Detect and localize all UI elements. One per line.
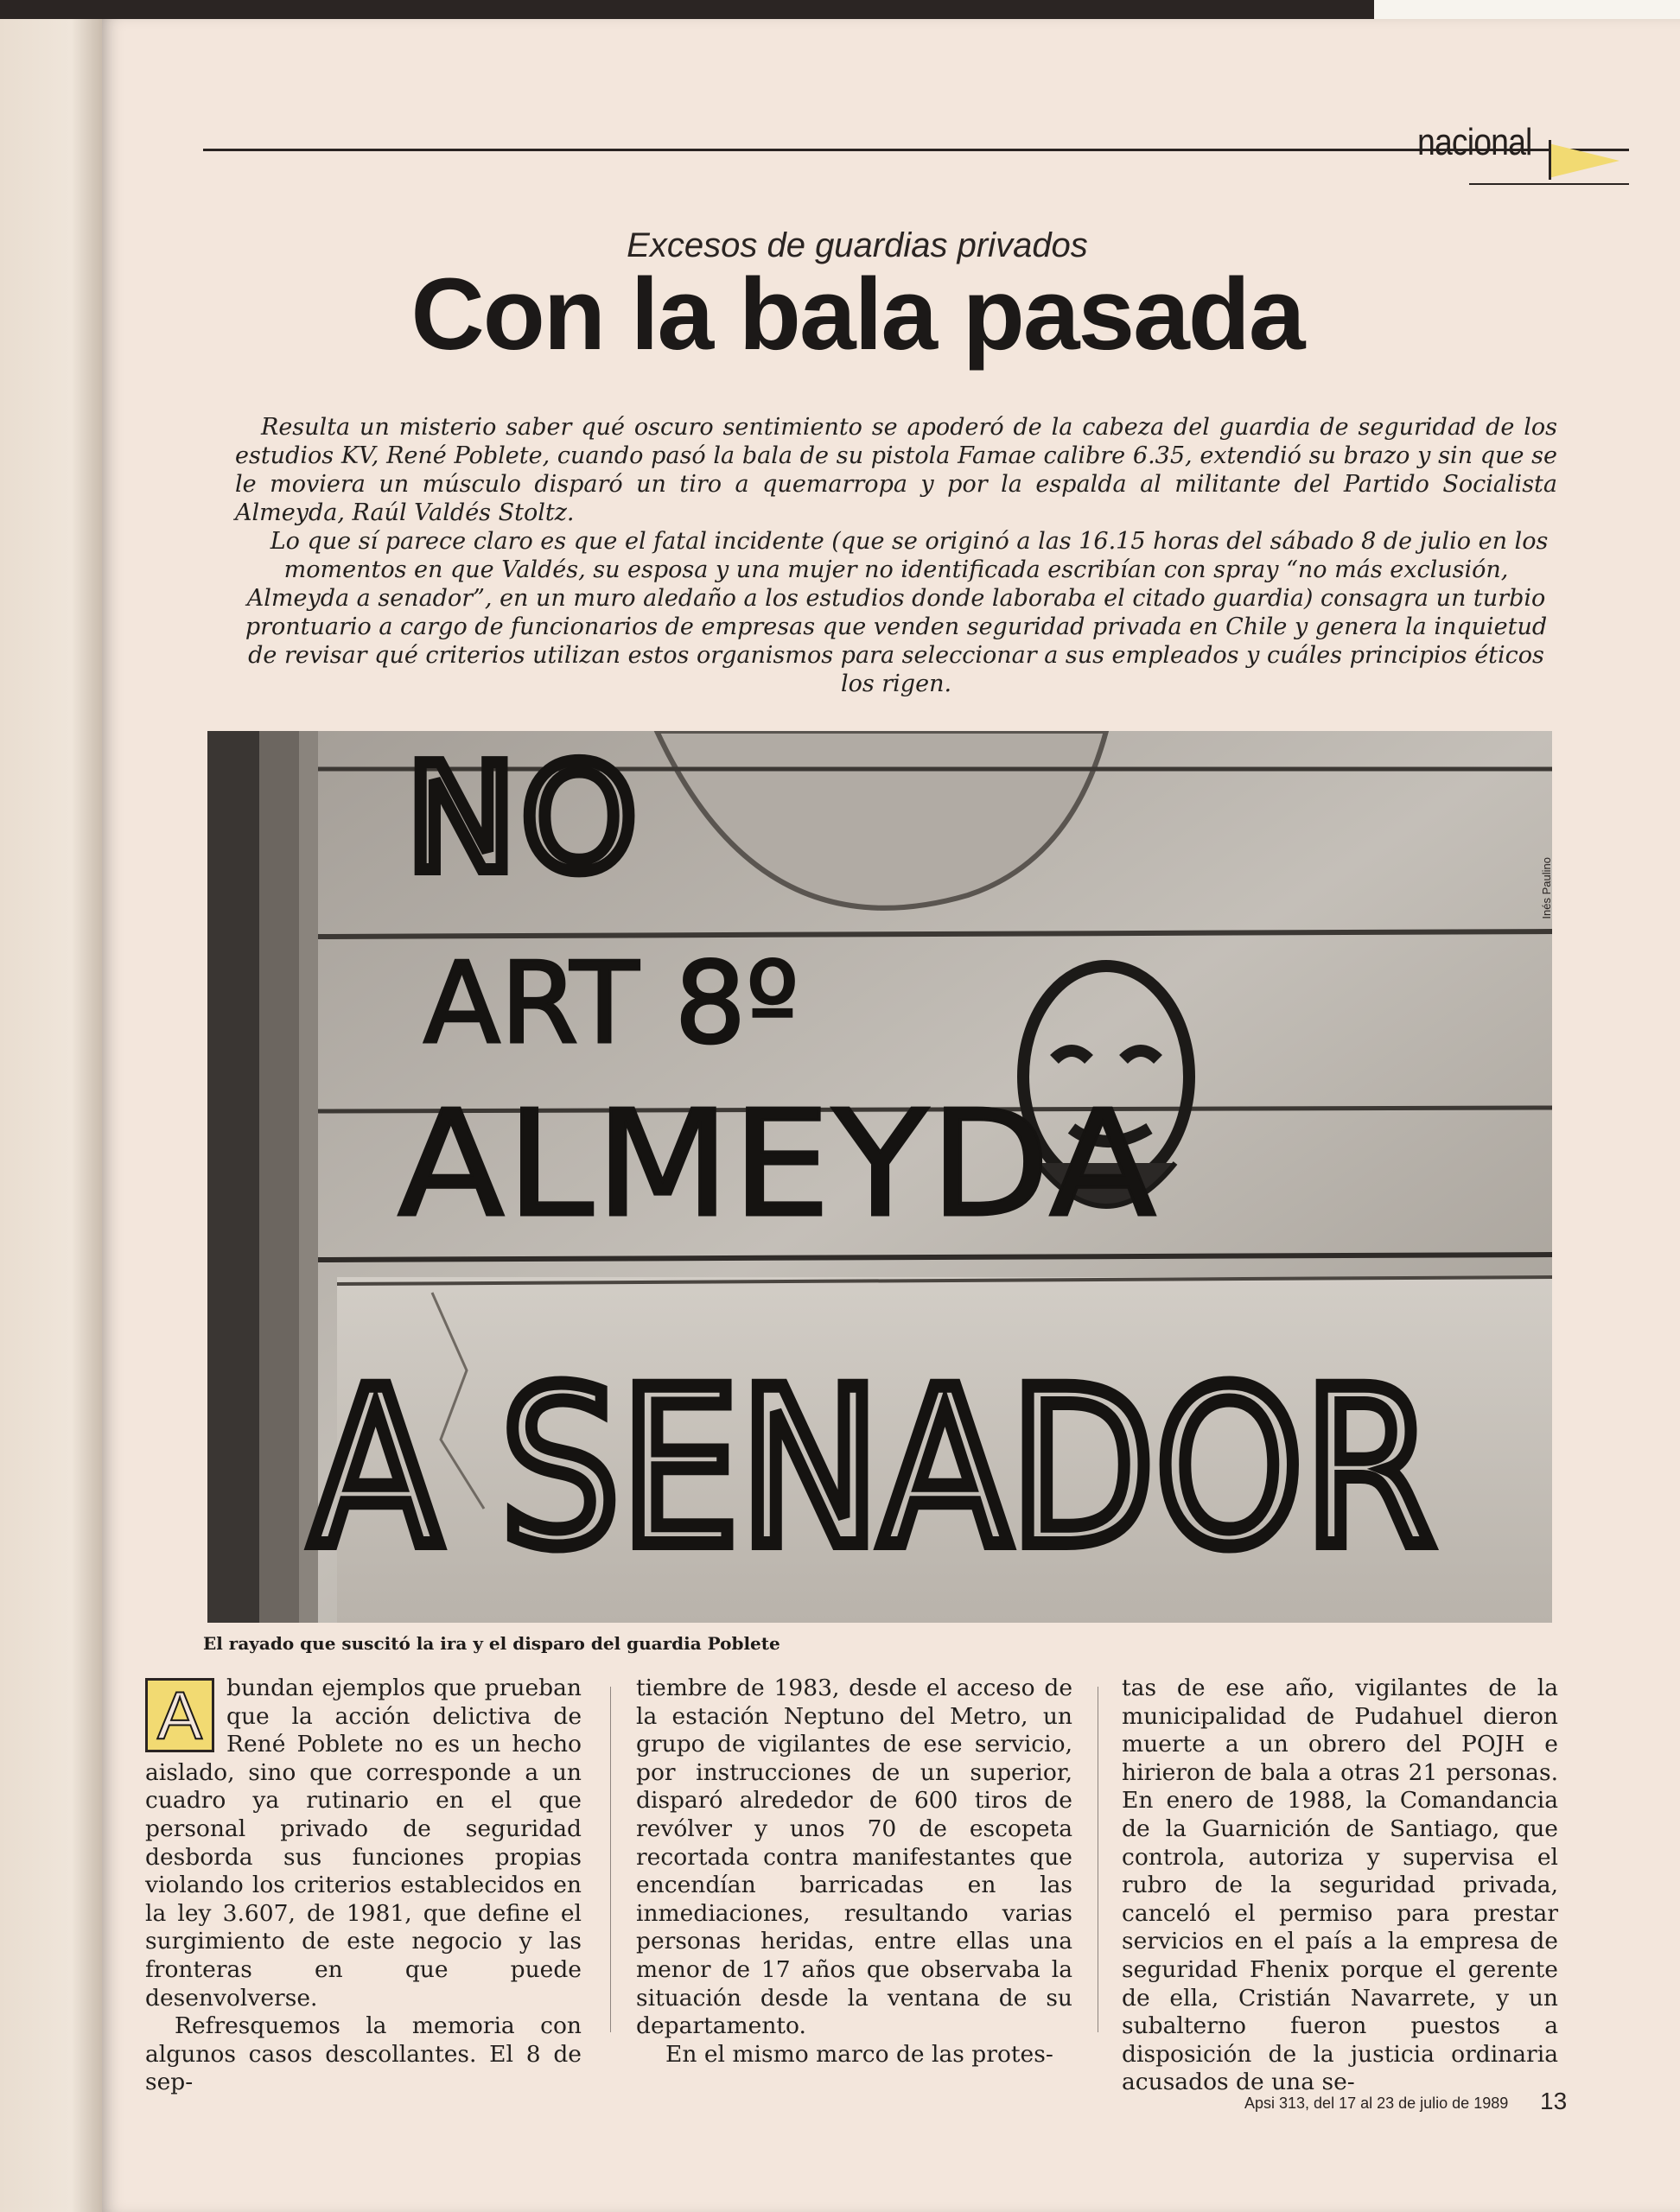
column-1-paragraph-1: bundan ejemplos que prueban que la acción delictiva de René Poblete no es un hecho aislado, sino que corresponde a un cuadro ya rutinario en el que personal privado de seguridad desborda sus funciones propias violando los criterios establecidos en la ley 3.607, de 1981, que define el surgimiento de este negocio y las fronteras en que puede desenvolverse. xyxy=(145,1675,582,2012)
column-1-paragraph-2: Refresquemos la memoria con algunos casos descollantes. El 8 de sep- xyxy=(145,2012,582,2096)
photo-caption: El rayado que suscitó la ira y el disparo del guardia Poblete xyxy=(203,1633,780,1654)
body-column-3 xyxy=(1122,1675,1558,2097)
photo-credit: Inés Paulino xyxy=(1540,857,1553,919)
column-2-paragraph-2: En el mismo marco de las protes- xyxy=(665,2040,1053,2068)
graffiti-art: ART 8º xyxy=(423,938,799,1069)
column-divider xyxy=(610,1687,611,2032)
graffiti-almeyda: ALMEYDA xyxy=(398,1079,1158,1250)
page-number: 13 xyxy=(1540,2088,1568,2114)
lead-paragraph-2: Lo que sí parece claro es que el fatal incidente (que se originó a las 16.15 horas del sábado 8 de julio en los momentos en que Valdés, su esposa y una mujer no identificada escribían con spray “no más exclusión, Almeyda a senador”, en un muro aledaño a los estudios donde laboraba el citado guardia) consagra un turbio prontuario a cargo de funcionarios de empresas que venden seguridad privada en Chile y genera la inquietud de revisar qué criterios utilizan estos organismos para seleccionar a sus empleados y cuáles principios éticos los rigen. xyxy=(245,528,1549,697)
lead-paragraph-1: Resulta un misterio saber qué oscuro sentimiento se apoderó de la cabeza del guardia de seguridad de los estudios KV, René Poblete, cuando pasó la bala de su pistola Famae calibre 6.35, extendió su brazo y sin que se le moviera un músculo disparó un tiro a quemarropa y por la espalda al militante del Partido Socialista Almeyda, Raúl Valdés Stoltz. xyxy=(235,414,1557,526)
article-photo xyxy=(207,731,1552,1623)
column-3-paragraph-1: tas de ese año, vigilantes de la municipalidad de Pudahuel dieron muerte a un obrero del POJH e hirieron de bala a otras 21 personas. En enero de 1988, la Comandancia de la Guarnición de Santiago, que controla, autoriza y supervisa el rubro de la seguridad privada, canceló el permiso para prestar servicios en el país a la empresa de seguridad Fhenix porque el gerente de ella, Cristián Navarrete, y un subalterno fueron puestos a disposición de la justicia ordinaria acusados de una se- xyxy=(1122,1675,1558,2096)
drop-cap: A xyxy=(145,1678,214,1752)
body-column-1 xyxy=(145,1675,582,2097)
scan-top-strip xyxy=(0,0,1374,19)
section-tag: nacional xyxy=(1417,121,1532,163)
header-rule-secondary xyxy=(1469,183,1629,185)
article-title: Con la bala pasada xyxy=(410,257,1304,372)
issue-footer: Apsi 313, del 17 al 23 de julio de 1989 xyxy=(1244,2094,1509,2112)
header-rule xyxy=(203,149,1629,151)
article-lead xyxy=(235,413,1557,698)
graffiti-a-senador: A SENADOR xyxy=(311,1343,1435,1594)
graffiti-no: NO xyxy=(406,734,642,905)
article-kicker: Excesos de guardias privados xyxy=(627,226,1088,264)
column-2-paragraph-1: tiembre de 1983, desde el acceso de la estación Neptuno del Metro, un grupo de vigilantes de ese servicio, por instrucciones de un superior, disparó alrededor de 600 tiros de revólver y unos 70 de escopeta recortada contra manifestantes que encendían barricadas en las inmediaciones, resultando varias personas heridas, entre ellas una menor de 17 años que observaba la situación desde la ventana de su departamento. xyxy=(636,1675,1072,2040)
body-column-2 xyxy=(636,1675,1072,2069)
section-triangle-edge xyxy=(1549,140,1560,180)
graffiti-wall-photo xyxy=(207,731,1552,1623)
